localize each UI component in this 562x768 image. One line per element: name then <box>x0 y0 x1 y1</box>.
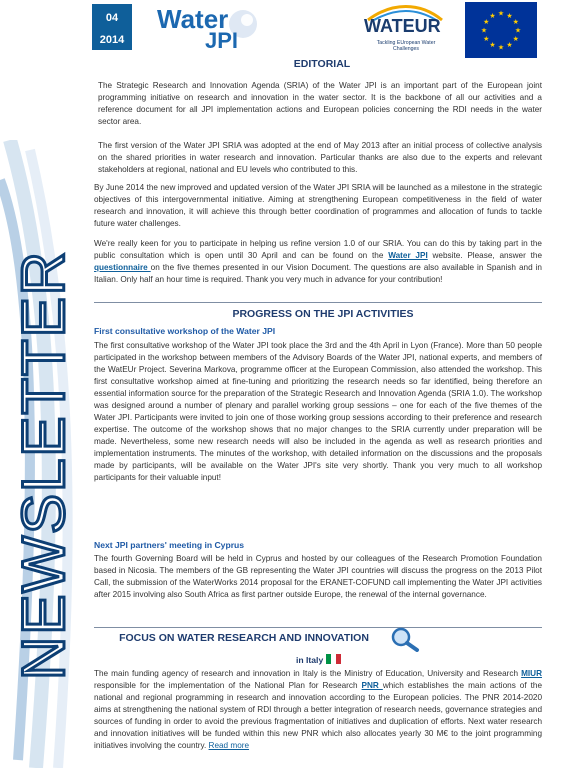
logo-water-text: Water <box>157 4 229 34</box>
editorial-paragraph-2: The first version of the Water JPI SRIA was adopted at the end of May 2013 after an initial process of collective analysis on the shared priorities in water research and innovation. Particular thanks are also due to the experts and relevant stakeholders at regional, national and EU levels who contributed to this. <box>98 141 542 174</box>
italy-text-a: The main funding agency of research and innovation in Italy is the Ministry of Education, University and Research <box>94 669 522 678</box>
wateur-logo <box>362 2 448 58</box>
p4-text-b: website. Please, answer the <box>427 251 543 260</box>
section-divider-2 <box>94 627 542 628</box>
workshop-subheading: First consultative workshop of the Water JPI <box>94 326 276 336</box>
progress-title: PROGRESS ON THE JPI ACTIVITIES <box>232 308 414 320</box>
questionnaire-link[interactable]: questionnaire <box>94 263 151 272</box>
issue-badge <box>92 4 132 50</box>
p4-text-c: on the five themes presented in our Vision Document. The questions are also available in Spanish and in Italian. Only half an hour time is required. Thank you very much in advance for your contribution! <box>94 263 542 284</box>
wateur-tagline: Tackling EUropean Water Challenges <box>376 40 436 52</box>
eu-star-icon: ★ <box>506 12 513 20</box>
logo-jpi-text: JPI <box>205 28 239 53</box>
issue-number: 04 <box>105 12 119 24</box>
eu-star-icon: ★ <box>489 42 496 50</box>
italy-body <box>94 668 542 752</box>
country-label: in Italy <box>296 655 324 665</box>
italy-text-c: which establishes the main actions of the national and regional programming in research and innovation according to the European policies. The PNR 2014-2020 aims at strengthening the national system of RDI through a better integration of research needs, governance strategies and sources of funding in order to avoid the previous fragmentation of initiatives and duplication of efforts. Next water research and innovation initiatives will be funded within this new PNR which also allocates yearly 30 M€ to the joint programming initiatives involving the country. <box>94 681 543 750</box>
side-wordmark <box>0 140 92 768</box>
editorial-paragraph-1: The Strategic Research and Innovation Agenda (SRIA) of the Water JPI is an important part of the European joint programming initiative on research and innovation in the water sector. It is the backbone of all our activities and a reference document for all JPI implementation actions and European policies concerning the RDI needs in the water sector area. <box>98 81 542 126</box>
eu-star-icon: ★ <box>514 27 522 35</box>
eu-star-icon: ★ <box>489 12 496 20</box>
magnifier-icon <box>388 626 422 652</box>
p4-text-a: We're really keen for you to participate in helping us refine version 1.0 of our SRIA. You can do this by taking part in the public consultation which is open until 30 April and can be found on the <box>94 239 542 260</box>
pnr-link[interactable]: PNR <box>361 681 383 690</box>
eu-star-icon: ★ <box>506 42 513 50</box>
newsletter-wordmark: NEWSLETTER <box>10 249 77 680</box>
editorial-title: EDITORIAL <box>293 58 351 70</box>
italy-text-b: responsible for the implementation of the National Plan for Research <box>94 681 362 690</box>
eu-flag-icon <box>465 2 537 58</box>
cyprus-subheading: Next JPI partners' meeting in Cyprus <box>94 540 245 550</box>
eu-star-icon: ★ <box>512 36 519 43</box>
eu-star-icon: ★ <box>497 10 505 18</box>
water-jpi-link[interactable]: Water JPI <box>388 251 428 260</box>
eu-star-icon: ★ <box>480 27 488 35</box>
eu-star-icon: ★ <box>483 36 490 43</box>
italy-flag-icon <box>326 654 341 664</box>
read-more-link[interactable]: Read more <box>208 741 250 750</box>
workshop-body: The first consultative workshop of the Water JPI took place the 3rd and the 4th April in Lyon (France). More than 50 people participated in the workshop between members of the Advisory Boards of the Water JPI, national experts, and members of the WatEUr Project. Severina Markova, programme officer at the European Commission, also attended the workshop. This first consultative workshop aimed at fine-tuning and prioritizing the research needs so far identified, being therefore an essential information source for the preparation of the Strategic Research and Innovation Agenda (SRIA 1.0). The workshop was designed around a number of plenary and parallel working group sessions – one for each of the five themes of the Water JPI. Participants were invited to join one of those working group sessions according to their preference and research expertise. The outcome of the workshop shows that no major changes to the SRIA currently under preparation will be made. Nevertheless, some new research needs will also be included in the agenda as well as research priorities and implementation instruments. The minutes of the workshop, with detailed information on the discussions and the proposals made by participants, will be available on the Water JPI's site very shortly. Thank you very much to all workshop participants for their valuable input! <box>94 341 542 482</box>
cyprus-body: The fourth Governing Board will be held in Cyprus and hosted by our colleagues of the Research Promotion Foundation based in Nicosia. The members of the GB representing the Water JPI countries will discuss the progress on the 2013 Pilot Call, the submission of the WaterWorks 2014 proposal for the ERANET-COFUND call implementing the Water JPI activities after 2015 involving also South Africa as first partner outside Europe, the renewal of the internal governance. <box>94 554 542 599</box>
water-jpi-logo <box>155 6 265 52</box>
editorial-paragraph-3: By June 2014 the new improved and updated version of the Water JPI SRIA will be launched as a milestone in the strategic objectives of this intergovernmental initiative. Aiming at strengthening European competitiveness in the field of water research and innovation, it will achieve this through better coordination of programmes and allocation of funds to tackle future water challenges. <box>94 183 542 228</box>
editorial-paragraph-4 <box>94 238 542 286</box>
eu-star-icon: ★ <box>497 44 505 52</box>
country-heading <box>296 654 341 665</box>
miur-link[interactable]: MIUR <box>521 669 542 678</box>
wateur-name: WATEUR <box>364 16 441 36</box>
section-divider <box>94 302 542 303</box>
focus-title: FOCUS ON WATER RESEARCH AND INNOVATION <box>119 632 369 644</box>
issue-year: 2014 <box>99 34 125 46</box>
eu-star-icon: ★ <box>512 19 519 26</box>
eu-star-icon: ★ <box>483 19 490 26</box>
